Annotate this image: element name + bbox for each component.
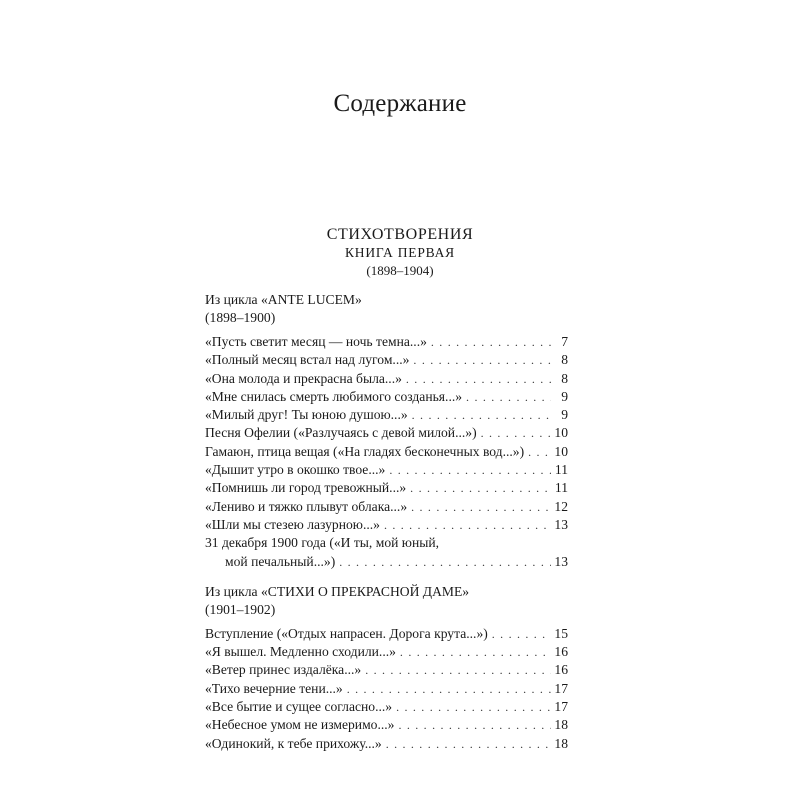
entry-page-number: 13: [554, 516, 568, 532]
entry-title: «Одинокий, к тебе прихожу...»: [205, 735, 382, 751]
section-years: (1901–1902): [205, 601, 276, 617]
dot-leader: [406, 370, 551, 388]
dot-leader: [398, 716, 551, 734]
entry-page-number: 17: [554, 680, 568, 696]
toc-entry[interactable]: [205, 661, 568, 679]
entry-title: «Помнишь ли город тревожный...»: [205, 480, 407, 496]
toc-entry[interactable]: [205, 698, 568, 716]
entry-page-number: 10: [554, 425, 568, 441]
entry-title: «Ветер принес издалёка...»: [205, 662, 362, 678]
dot-leader: [481, 424, 551, 442]
toc-entry[interactable]: [205, 388, 568, 406]
entry-title: «Небесное умом не измеримо...»: [205, 717, 395, 733]
book-subtitle: КНИГА ПЕРВАЯ: [345, 245, 455, 260]
dot-leader: [528, 443, 551, 461]
entry-title: «Милый друг! Ты юною душою...»: [205, 407, 408, 423]
section-heading: [205, 583, 568, 619]
toc-section-ante-lucem: [205, 291, 568, 571]
dot-leader: [466, 388, 551, 406]
entry-page-number: 18: [554, 735, 568, 751]
dot-leader: [339, 553, 551, 571]
book-years: (1898–1904): [366, 263, 434, 278]
toc-entry[interactable]: [205, 406, 568, 424]
dot-leader: [410, 479, 551, 497]
entry-page-number: 13: [554, 553, 568, 569]
book-title: СТИХОТВОРЕНИЯ: [326, 226, 474, 243]
dot-leader: [347, 680, 551, 698]
dot-leader: [411, 498, 551, 516]
entry-page-number: 8: [561, 370, 568, 386]
dot-leader: [413, 351, 551, 369]
entry-continuation: [205, 553, 568, 571]
entry-page-number: 11: [554, 480, 568, 496]
dot-leader: [389, 461, 551, 479]
entry-page-number: 8: [561, 352, 568, 368]
entry-title: «Шли мы стезею лазурною...»: [205, 516, 380, 532]
toc-entry[interactable]: [205, 643, 568, 661]
dot-leader: [384, 516, 551, 534]
book-heading: [0, 226, 800, 280]
entry-title: «Я вышел. Медленно сходили...»: [205, 644, 396, 660]
entry-page-number: 18: [554, 717, 568, 733]
entry-title: Песня Офелии («Разлучаясь с девой милой...»): [205, 425, 477, 441]
section-heading: [205, 291, 568, 327]
toc-entry[interactable]: [205, 351, 568, 369]
toc-entry[interactable]: [205, 625, 568, 643]
toc-entry[interactable]: [205, 479, 568, 497]
entry-title: 31 декабря 1900 года («И ты, мой юный,: [205, 535, 440, 551]
dot-leader: [365, 661, 551, 679]
section-title: Из цикла «СТИХИ О ПРЕКРАСНОЙ ДАМЕ»: [205, 583, 470, 599]
entry-page-number: 16: [554, 662, 568, 678]
page-title: Содержание: [333, 90, 467, 117]
toc-entry[interactable]: [205, 516, 568, 534]
toc-entry[interactable]: [205, 424, 568, 442]
entry-page-number: 9: [561, 407, 568, 423]
toc-section-stikhi-o-prekrasnoy-dame: [205, 583, 568, 753]
toc-entry[interactable]: [205, 333, 568, 351]
toc-entry[interactable]: [205, 370, 568, 388]
entry-page-number: 9: [561, 388, 568, 404]
toc-entry[interactable]: [205, 461, 568, 479]
entry-page-number: 15: [554, 625, 568, 641]
toc-entry[interactable]: [205, 680, 568, 698]
dot-leader: [400, 643, 551, 661]
entry-title: «Все бытие и сущее согласно...»: [205, 699, 393, 715]
entry-page-number: 7: [561, 334, 568, 349]
entry-page-number: 11: [554, 462, 568, 478]
toc-entry[interactable]: [205, 443, 568, 461]
toc-entry[interactable]: [205, 534, 568, 571]
entry-title: «Пусть светит месяц — ночь темна...»: [205, 334, 427, 349]
entry-page-number: 12: [554, 498, 568, 514]
entry-title: «Тихо вечерние тени...»: [205, 680, 343, 696]
section-years: (1898–1900): [205, 310, 276, 325]
entry-title: «Лениво и тяжко плывут облака...»: [205, 498, 408, 514]
entry-title-continuation: мой печальный...»): [225, 553, 336, 569]
dot-leader: [431, 333, 551, 351]
entry-title: «Полный месяц встал над лугом...»: [205, 352, 410, 368]
dot-leader: [412, 406, 551, 424]
toc-entry[interactable]: [205, 735, 568, 753]
toc-entry[interactable]: [205, 716, 568, 734]
entry-title: «Мне снилась смерть любимого созданья...»: [205, 388, 463, 404]
section-title: Из цикла «ANTE LUCEM»: [205, 292, 362, 307]
table-of-contents: [205, 291, 568, 765]
entry-page-number: 10: [554, 443, 568, 459]
entry-page-number: 16: [554, 644, 568, 660]
dot-leader: [396, 698, 551, 716]
toc-entry[interactable]: [205, 498, 568, 516]
dot-leader: [386, 735, 551, 753]
entry-title: «Дышит утро в окошко твое...»: [205, 462, 386, 478]
entry-title: Вступление («Отдых напрасен. Дорога крута...»): [205, 625, 488, 641]
entry-title: «Она молода и прекрасна была...»: [205, 370, 402, 386]
entry-page-number: 17: [554, 699, 568, 715]
entry-title: Гамаюн, птица вещая («На гладях бесконечных вод...»): [205, 443, 525, 459]
dot-leader: [492, 625, 551, 643]
